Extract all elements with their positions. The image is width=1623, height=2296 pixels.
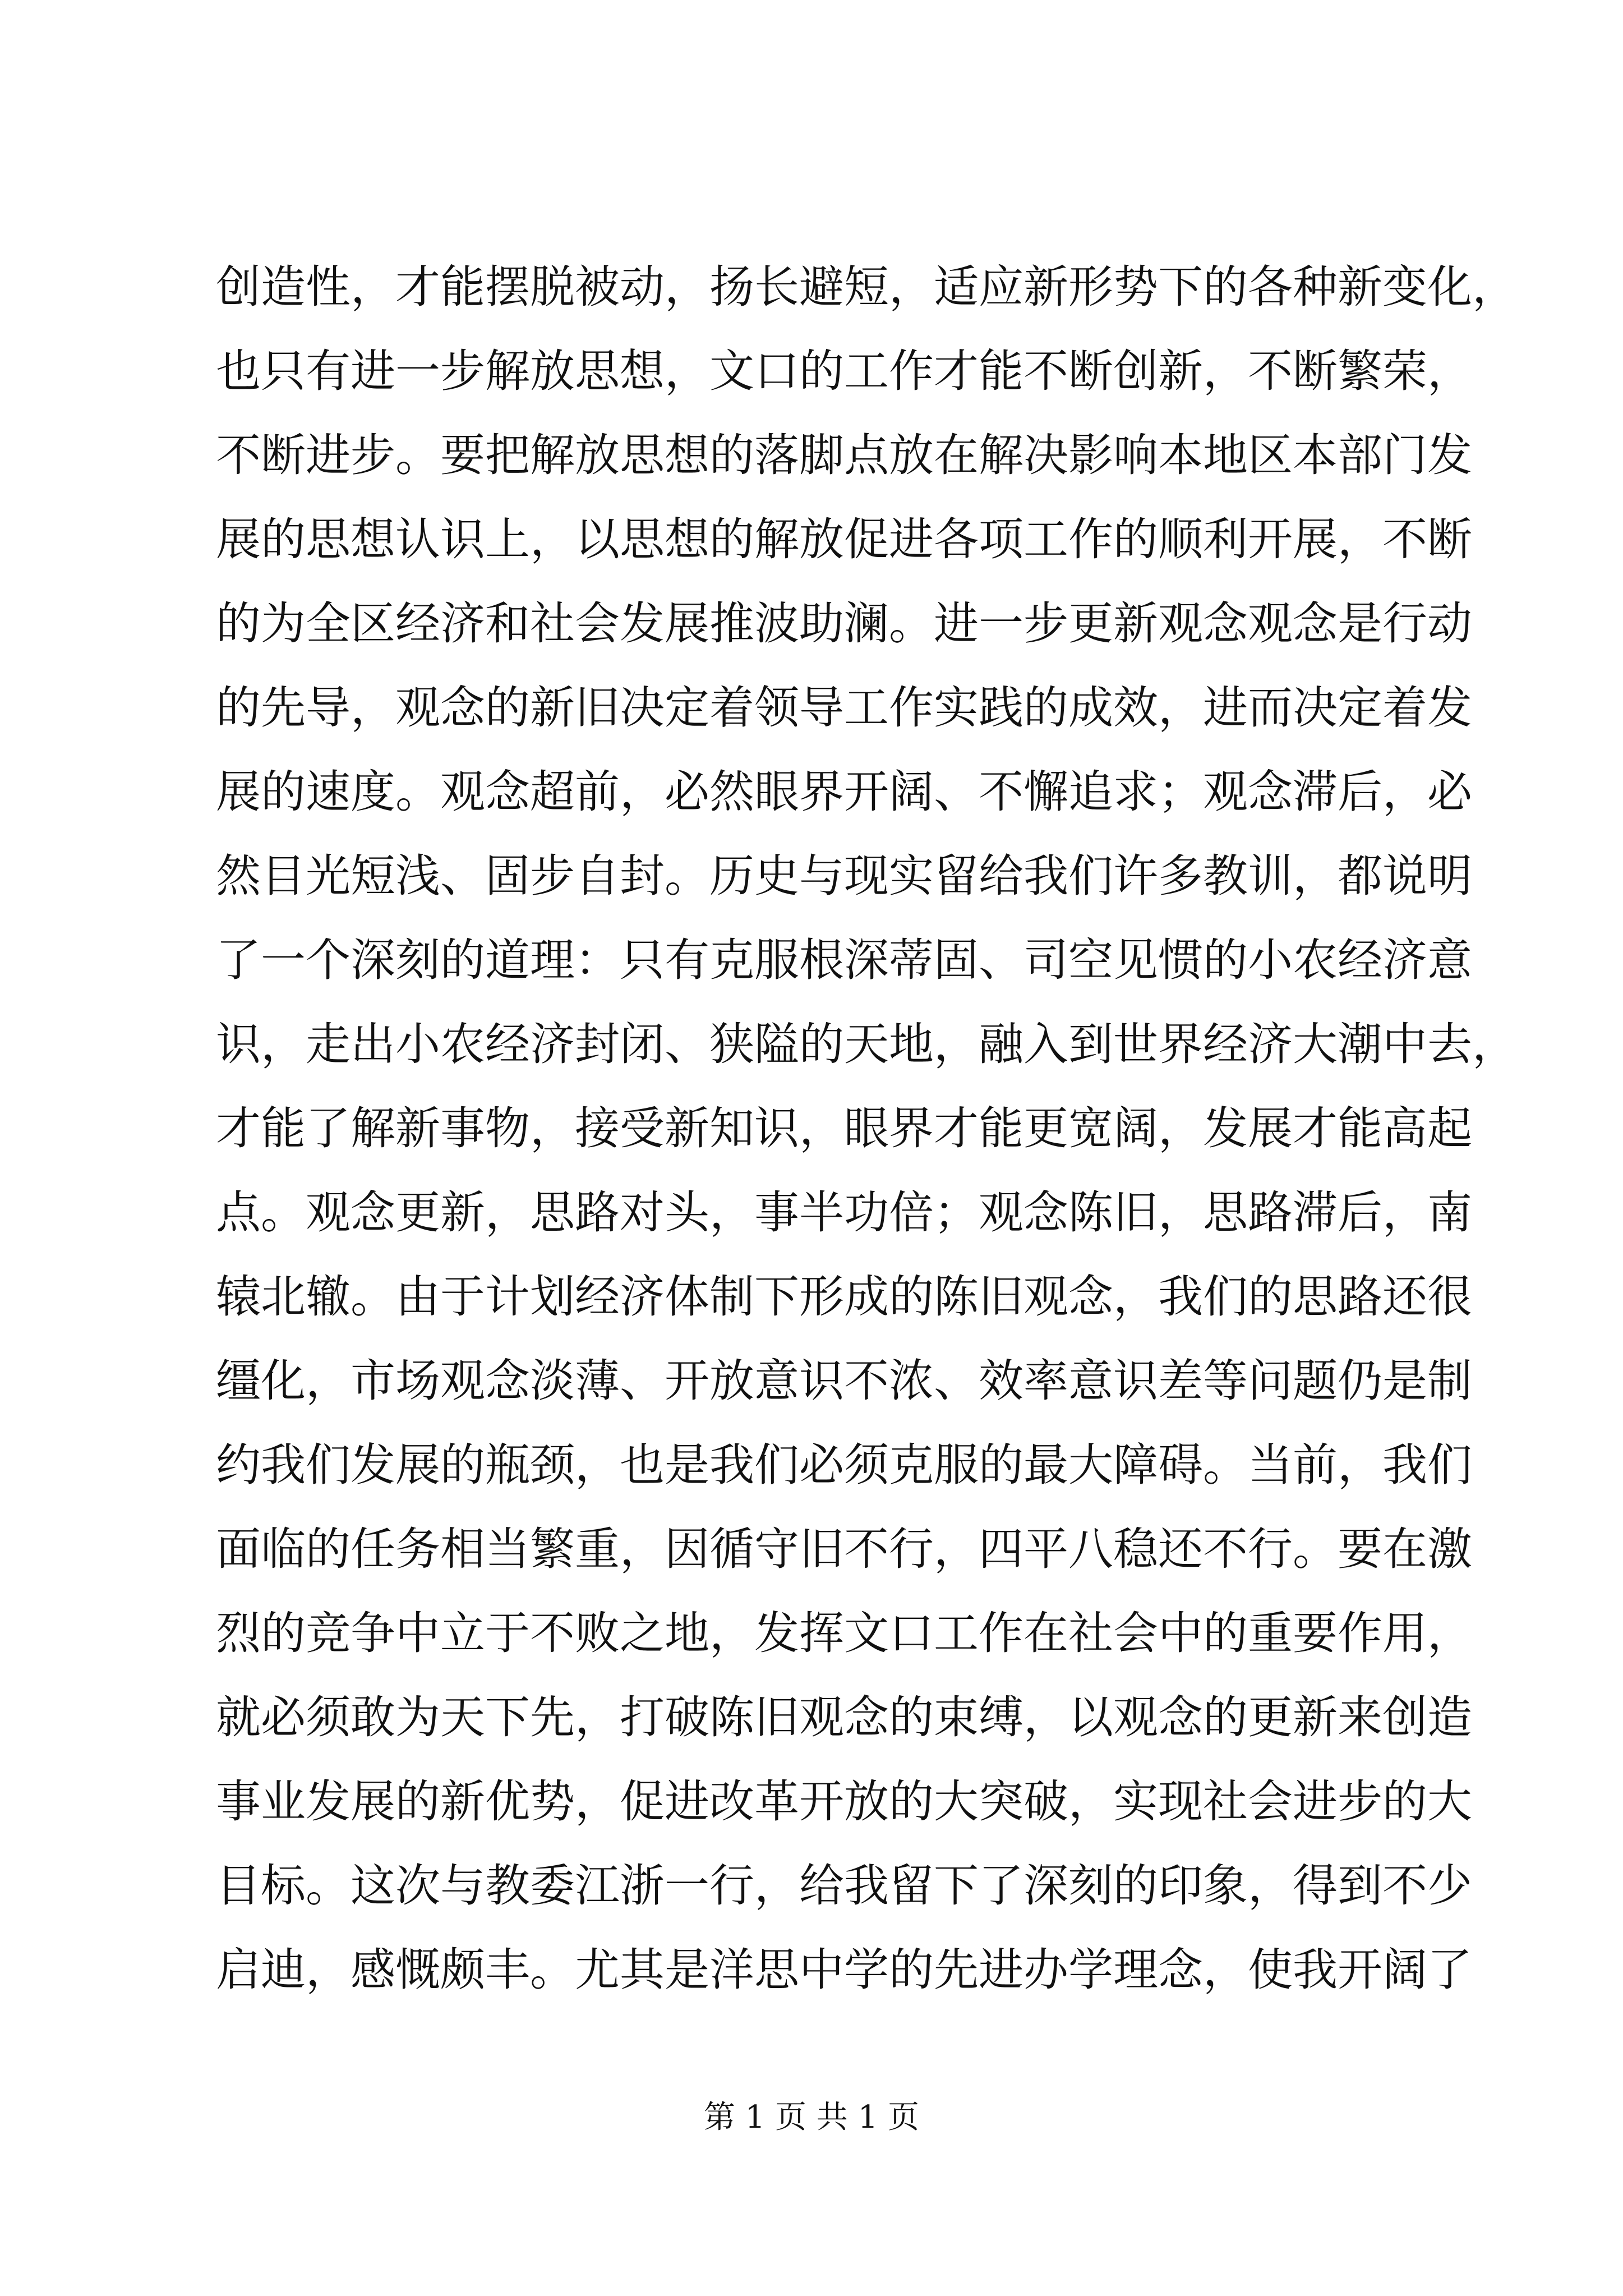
text-line: 面临的任务相当繁重，因循守旧不行，四平八稳还不行。要在激: [216, 1523, 1472, 1575]
text-line: 创造性，才能摆脱被动，扬长避短，适应新形势下的各种新变化，: [216, 261, 1517, 313]
text-line: 启迪，感慨颇丰。尤其是洋思中学的先进办学理念，使我开阔了: [216, 1944, 1472, 1996]
body-text: [216, 245, 1517, 2012]
text-line: 点。观念更新，思路对头，事半功倍；观念陈旧，思路滞后，南: [216, 1186, 1472, 1239]
text-line: 然目光短浅、固步自封。历史与现实留给我们许多教训，都说明: [216, 850, 1472, 902]
text-line: 烈的竞争中立于不败之地，发挥文口工作在社会中的重要作用，: [216, 1607, 1472, 1659]
text-line: 的先导，观念的新旧决定着领导工作实践的成效，进而决定着发: [216, 682, 1472, 734]
text-line: 识，走出小农经济封闭、狭隘的天地，融入到世界经济大潮中去，: [216, 1018, 1517, 1070]
text-line: 展的速度。观念超前，必然眼界开阔、不懈追求；观念滞后，必: [216, 766, 1472, 818]
text-line: 缰化，市场观念淡薄、开放意识不浓、效率意识差等问题仍是制: [216, 1355, 1472, 1407]
text-line: 约我们发展的瓶颈，也是我们必须克服的最大障碍。当前，我们: [216, 1439, 1472, 1491]
text-line: 目标。这次与教委江浙一行，给我留下了深刻的印象，得到不少: [216, 1860, 1472, 1912]
text-line: 不断进步。要把解放思想的落脚点放在解决影响本地区本部门发: [216, 429, 1472, 481]
text-line: 展的思想认识上，以思想的解放促进各项工作的顺利开展，不断: [216, 513, 1472, 565]
text-line: 就必须敢为天下先，打破陈旧观念的束缚，以观念的更新来创造: [216, 1691, 1472, 1743]
text-line: 才能了解新事物，接受新知识，眼界才能更宽阔，发展才能高起: [216, 1102, 1472, 1154]
text-line: 事业发展的新优势，促进改革开放的大突破，实现社会进步的大: [216, 1775, 1472, 1828]
text-line: 了一个深刻的道理：只有克服根深蒂固、司空见惯的小农经济意: [216, 934, 1472, 986]
text-line: 的为全区经济和社会发展推波助澜。进一步更新观念观念是行动: [216, 597, 1472, 650]
text-line: 辕北辙。由于计划经济体制下形成的陈旧观念，我们的思路还很: [216, 1271, 1472, 1323]
page-footer: 第 1 页 共 1 页: [703, 2099, 920, 2136]
text-line: 也只有进一步解放思想，文口的工作才能不断创新，不断繁荣，: [216, 345, 1472, 397]
